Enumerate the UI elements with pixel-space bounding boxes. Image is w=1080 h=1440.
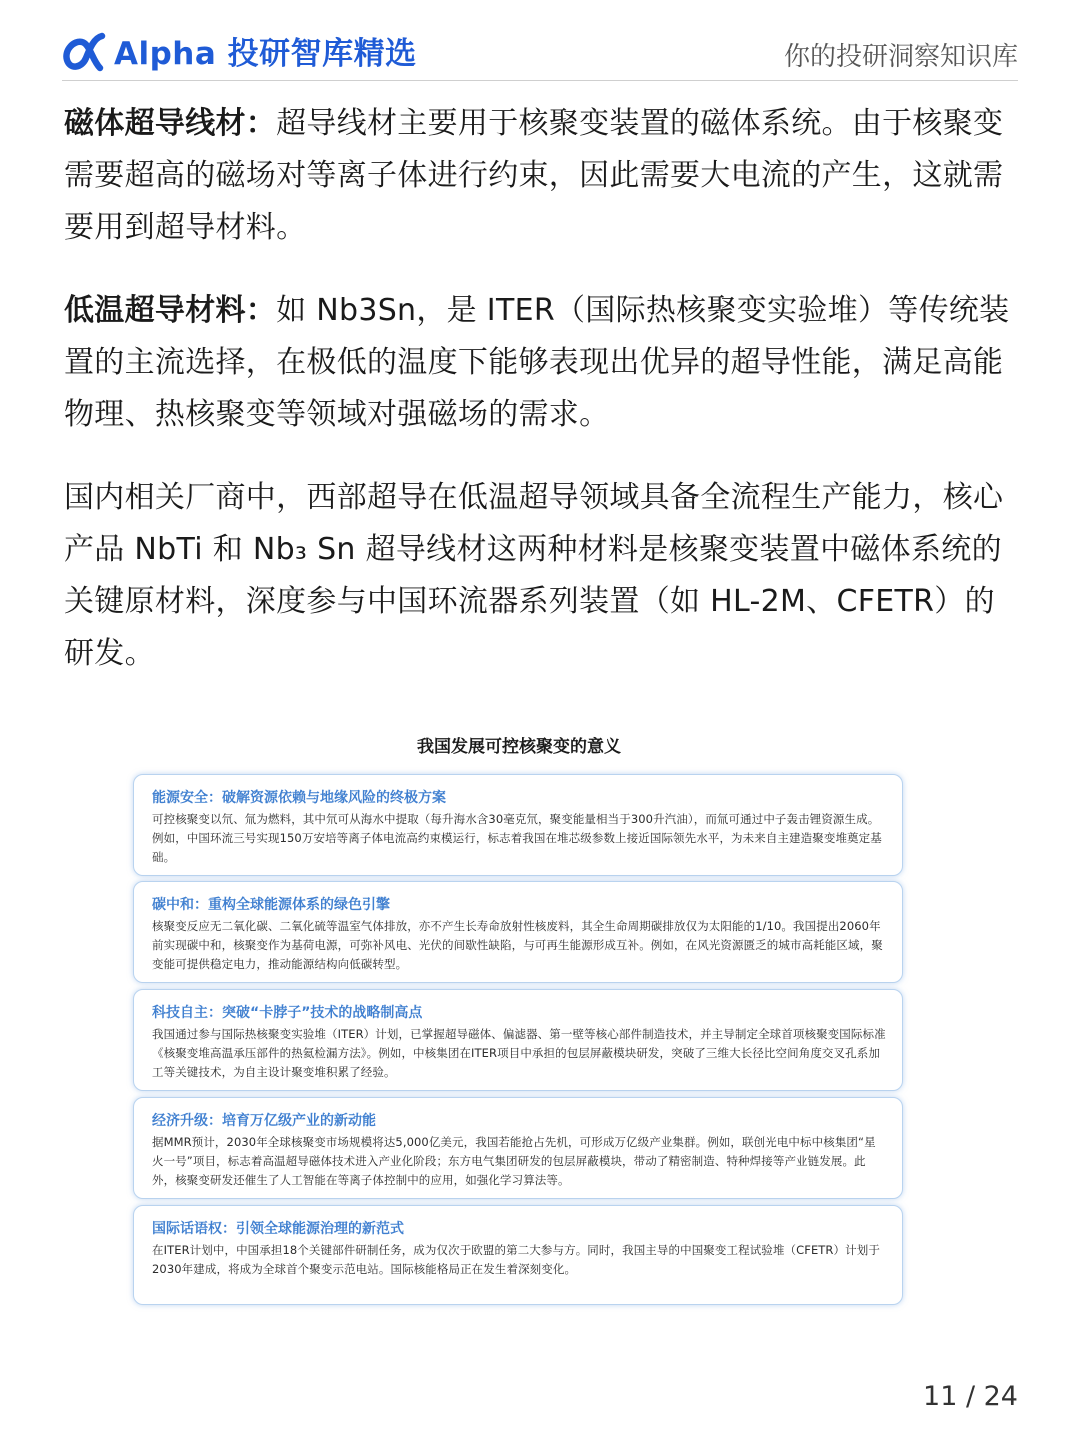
- card-economic-upgrade: [133, 1097, 903, 1199]
- paragraph-magnet-wire: [64, 98, 1016, 254]
- card-title: 能源安全：破解资源依赖与地缘风险的终极方案: [152, 790, 446, 806]
- paragraph-low-temp-superconductor: [64, 285, 1016, 441]
- paragraph-lead: 磁体超导线材：: [64, 106, 277, 141]
- card-title: 碳中和：重构全球能源体系的绿色引擎: [152, 897, 390, 913]
- card-body: 可控核聚变以氘、氚为燃料，其中氘可从海水中提取（每升海水含30毫克氘，聚变能量相当于300升汽油），而氚可通过中子轰击锂资源生成。例如，中国环流三号实现150万安培等离子体电流高约束模运行，标志着我国在堆芯级参数上接近国际领先水平，为未来自主建造聚变堆奠定基础。: [152, 812, 882, 864]
- card-title: 经济升级：培育万亿级产业的新动能: [152, 1113, 376, 1129]
- paragraph-text: 超导线材主要用于核聚变装置的磁体系统。由于核聚变需要超高的磁场对等离子体进行约束，因此需要大电流的产生，这就需要用到超导材料。: [64, 106, 1004, 245]
- paragraph-lead: 低温超导材料：: [64, 293, 277, 328]
- card-title: 国际话语权：引领全球能源治理的新范式: [152, 1221, 404, 1237]
- significance-figure: [133, 728, 905, 1308]
- paragraph-domestic-vendors: [64, 472, 1016, 680]
- card-body: 我国通过参与国际热核聚变实验堆（ITER）计划，已掌握超导磁体、偏滤器、第一壁等核心部件制造技术，并主导制定全球首项核聚变国际标准《核聚变堆高温承压部件的热氦检漏方法》。例如，中核集团在ITER项目中承担的包层屏蔽模块研发，突破了三维大长径比空间角度交叉孔系加工等关键技术，为自主设计聚变堆积累了经验。: [152, 1027, 886, 1079]
- brand-name: Alpha 投研智库精选: [114, 36, 417, 72]
- figure-title: 我国发展可控核聚变的意义: [417, 737, 621, 757]
- card-body: 据MMR预计，2030年全球核聚变市场规模将达5,000亿美元，我国若能抢占先机，可形成万亿级产业集群。例如，联创光电中标中核集团“星火一号”项目，标志着高温超导磁体技术进入产业化阶段；东方电气集团研发的包层屏蔽模块，带动了精密制造、特种焊接等产业链发展。此外，核聚变研发还催生了人工智能在等离子体控制中的应用，如强化学习算法等。: [152, 1135, 876, 1187]
- alpha-logo-icon: [62, 30, 108, 72]
- page-number: 11 / 24: [923, 1381, 1018, 1412]
- card-international-voice: [133, 1205, 903, 1305]
- paragraph-text: 国内相关厂商中，西部超导在低温超导领域具备全流程生产能力，核心产品 NbTi 和 Nb₃ Sn 超导线材这两种材料是核聚变装置中磁体系统的关键原材料，深度参与中国环流器系列装置（如 HL-2M、CFETR）的研发。: [64, 480, 1004, 671]
- article-body: [64, 98, 1016, 711]
- card-body: 核聚变反应无二氧化碳、二氧化硫等温室气体排放，亦不产生长寿命放射性核废料，其全生命周期碳排放仅为太阳能的1/10。我国提出2060年前实现碳中和，核聚变作为基荷电源，可弥补风电、光伏的间歇性缺陷，与可再生能源形成互补。例如，在风光资源匮乏的城市高耗能区域，聚变能可提供稳定电力，推动能源结构向低碳转型。: [152, 919, 883, 971]
- card-energy-security: [133, 774, 903, 876]
- brand: [62, 28, 417, 73]
- paragraph-text: 如 Nb3Sn，是 ITER（国际热核聚变实验堆）等传统装置的主流选择，在极低的温度下能够表现出优异的超导性能，满足高能物理、热核聚变等领域对强磁场的需求。: [64, 293, 1010, 432]
- card-title: 科技自主：突破“卡脖子”技术的战略制高点: [152, 1005, 423, 1021]
- card-carbon-neutrality: [133, 881, 903, 983]
- header-tagline: 你的投研洞察知识库: [783, 42, 1018, 72]
- card-tech-independence: [133, 989, 903, 1091]
- page-header: [62, 22, 1018, 81]
- card-body: 在ITER计划中，中国承担18个关键部件研制任务，成为仅次于欧盟的第二大参与方。同时，我国主导的中国聚变工程试验堆（CFETR）计划于2030年建成，将成为全球首个聚变示范电站。国际核能格局正在发生着深刻变化。: [152, 1243, 880, 1276]
